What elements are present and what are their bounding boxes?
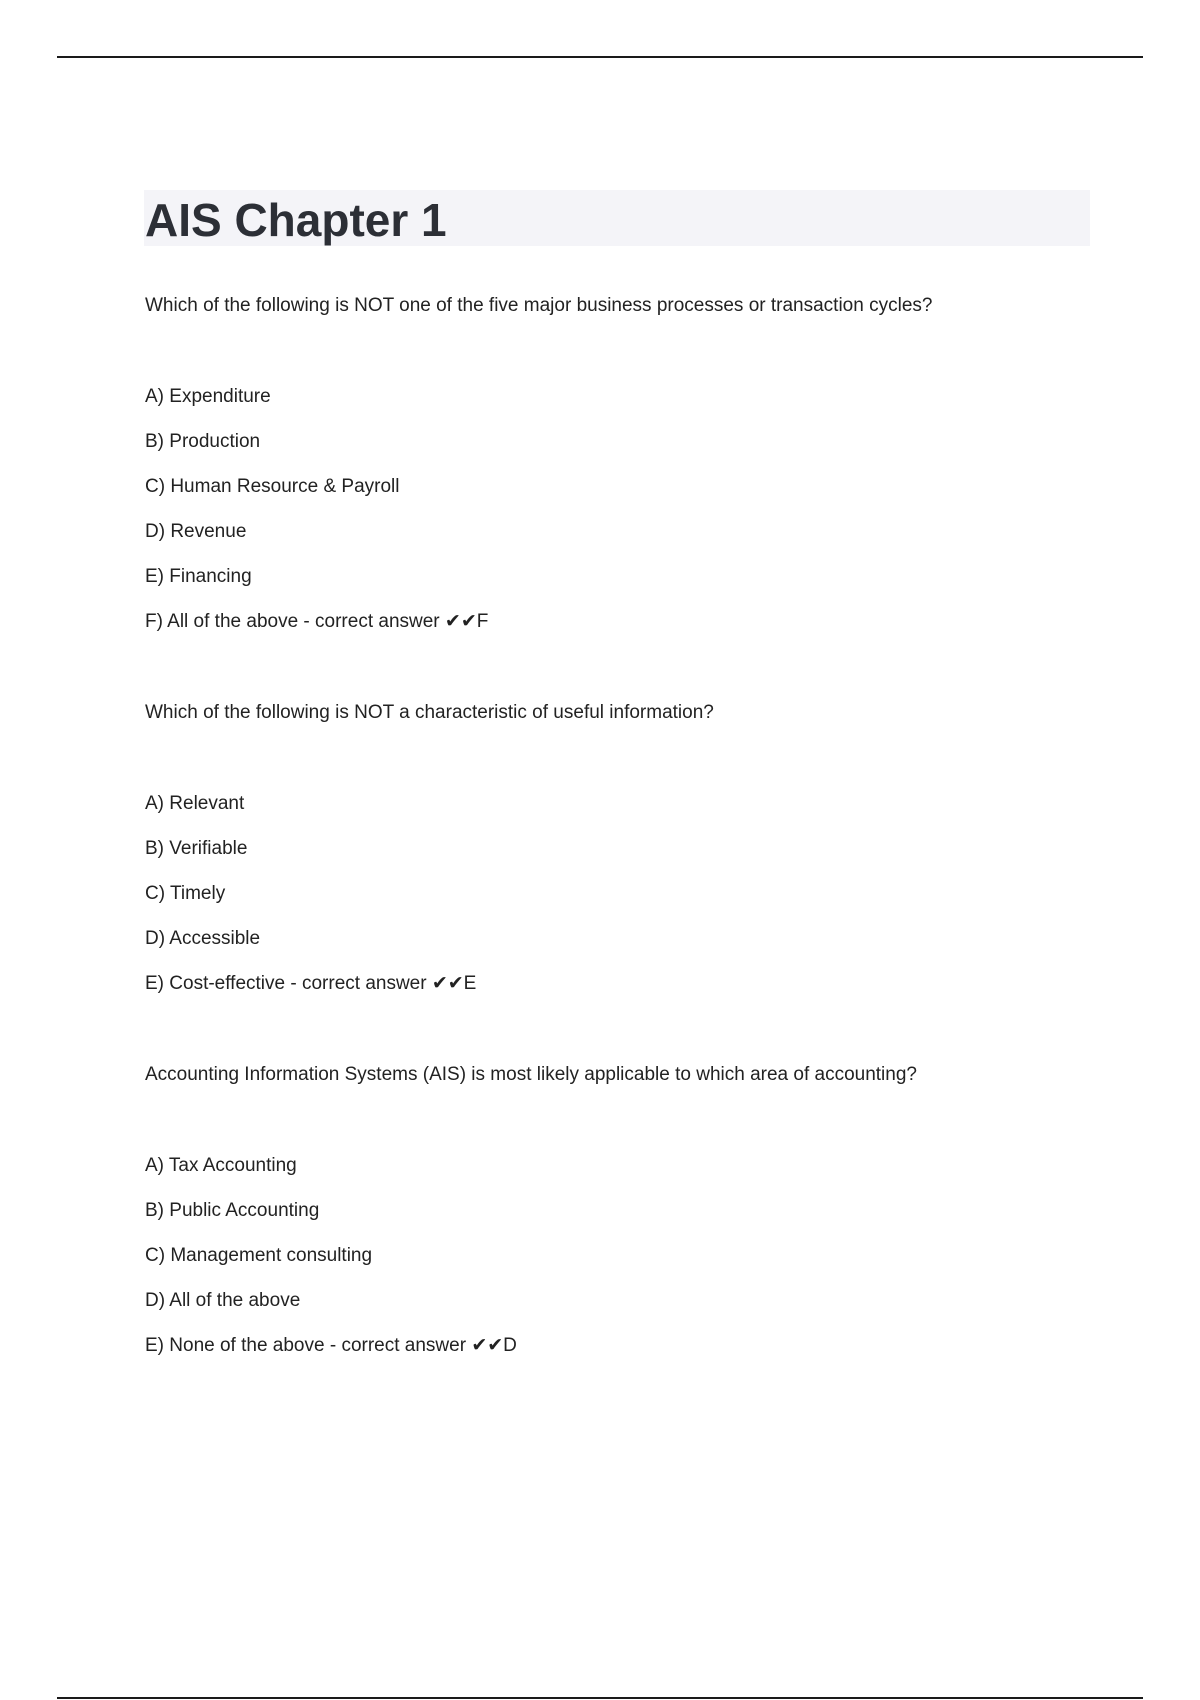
option-item: C) Management consulting — [145, 1245, 373, 1266]
option-item-with-answer: E) None of the above - correct answer ✔✔D — [145, 1335, 517, 1356]
question-block-3 — [145, 1061, 1105, 1360]
option-item: E) Financing — [145, 566, 252, 587]
answer-options — [145, 1152, 1105, 1360]
option-item: A) Tax Accounting — [145, 1155, 297, 1176]
option-item: B) Production — [145, 431, 261, 452]
option-item: C) Timely — [145, 883, 226, 904]
option-item-with-answer: F) All of the above - correct answer ✔✔F — [145, 611, 489, 632]
question-block-1 — [145, 292, 1105, 636]
question-text: Which of the following is NOT one of the five major business processes or transaction cycles? — [145, 295, 933, 316]
page-title: AIS Chapter 1 — [145, 194, 447, 246]
option-item: D) Accessible — [145, 928, 261, 949]
answer-options — [145, 790, 1105, 998]
answer-options — [145, 383, 1105, 636]
top-rule — [57, 56, 1143, 58]
question-text: Accounting Information Systems (AIS) is most likely applicable to which area of accounting? — [145, 1064, 917, 1085]
option-item: A) Expenditure — [145, 386, 271, 407]
question-block-2 — [145, 699, 1105, 998]
option-item: C) Human Resource & Payroll — [145, 476, 400, 497]
option-item-with-answer: E) Cost-effective - correct answer ✔✔E — [145, 973, 477, 994]
option-item: D) Revenue — [145, 521, 247, 542]
bottom-rule — [57, 1697, 1143, 1699]
question-text: Which of the following is NOT a characteristic of useful information? — [145, 702, 714, 723]
document-body — [145, 292, 1105, 1360]
option-item: A) Relevant — [145, 793, 245, 814]
option-item: B) Public Accounting — [145, 1200, 320, 1221]
option-item: B) Verifiable — [145, 838, 248, 859]
option-item: D) All of the above — [145, 1290, 301, 1311]
